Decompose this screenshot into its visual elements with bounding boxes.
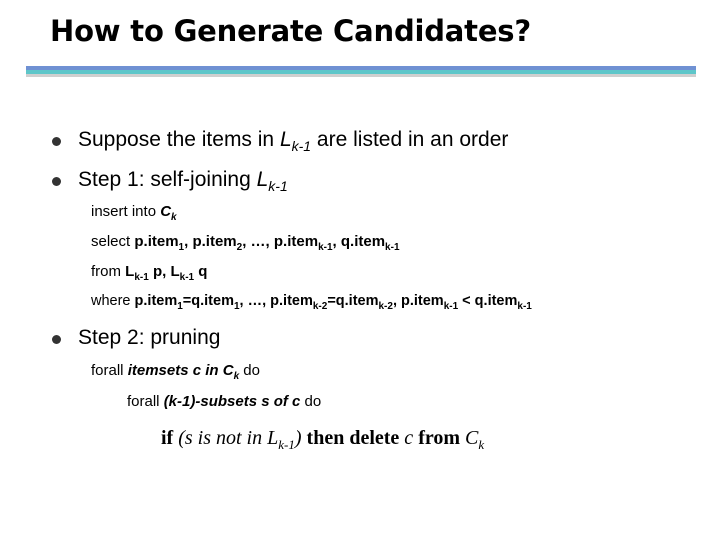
bullet-dot-icon [52, 177, 61, 186]
bullet-text: Suppose the items in $L_{k-1}$ are listed in an order [78, 128, 509, 155]
prune-forall-subsets: forall (k-1)-subsets s of c do [127, 393, 322, 410]
bullet-dot-icon [52, 335, 61, 344]
title-underline-gray [26, 74, 696, 77]
sql-insert-line: insert into $C_k$ [91, 203, 177, 223]
bullet-text: Step 2: pruning [78, 326, 221, 349]
sql-from-line: from $L_{k-1}$ p, $L_{k-1}$ q [91, 263, 208, 283]
prune-forall-itemsets: forall itemsets c in $C_k$ do [91, 362, 260, 382]
sql-select-line: select p.item$_1$, p.item$_2$, …, p.item$_{k-1}$, q.item$_{k-1}$ [91, 233, 400, 253]
prune-if-delete-line: if (s is not in $L_{k-1}$) then delete c from $C_k$ [161, 427, 485, 452]
bullet-dot-icon [52, 137, 61, 146]
page-title: How to Generate Candidates? [50, 14, 531, 48]
sql-where-line: where p.item$_1$=q.item$_1$, …, p.item$_{k-2}$=q.item$_{k-2}$, p.item$_{k-1}$ < q.item$_{k-1}$ [91, 293, 532, 312]
bullet-text: Step 1: self-joining $L_{k-1}$ [78, 168, 288, 195]
